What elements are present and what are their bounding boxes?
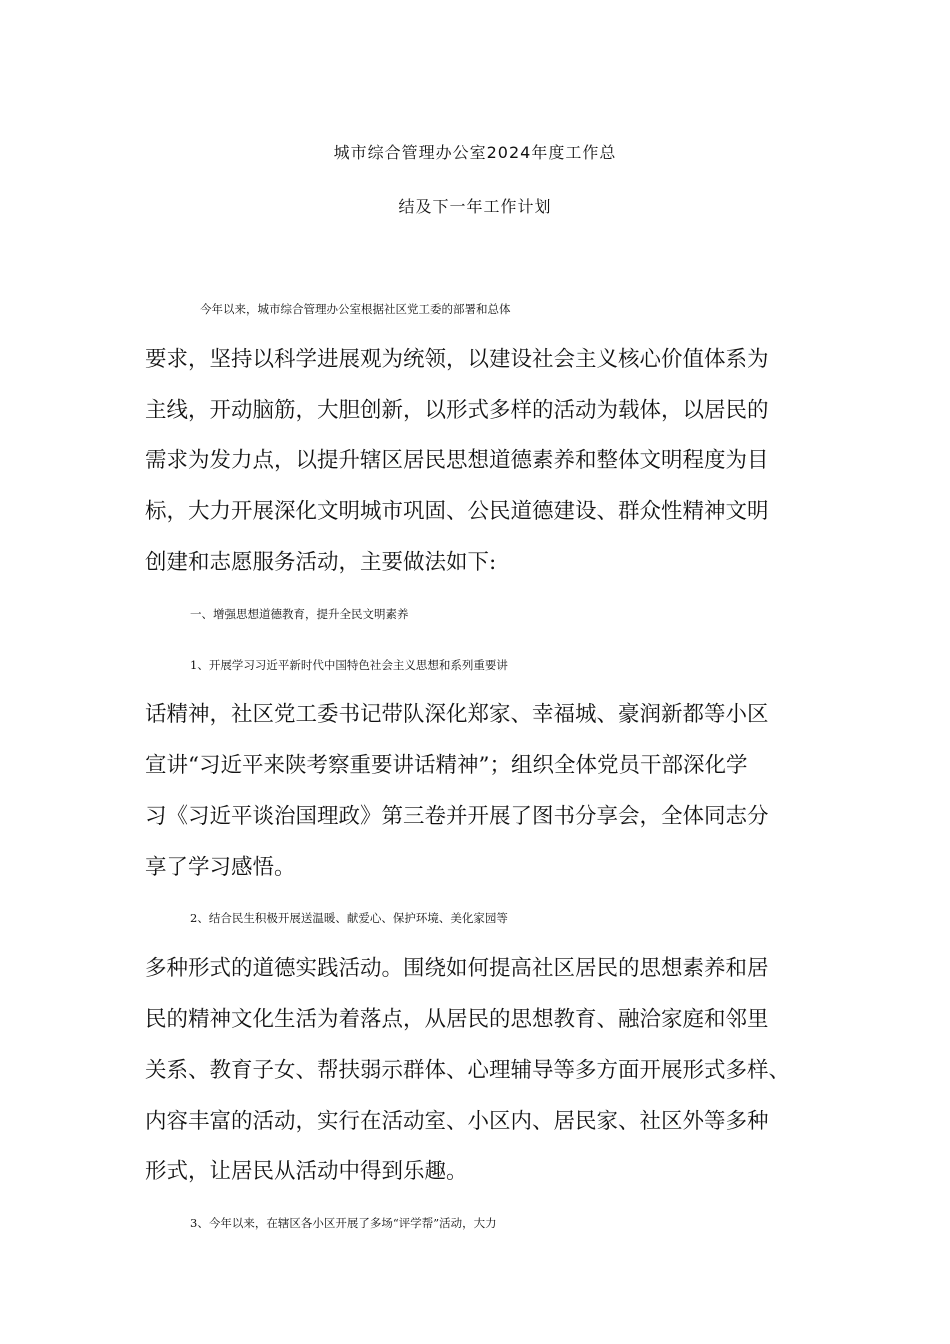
item-1-line-4: 习《习近平谈治国理政》第三卷并开展了图书分享会，全体同志分	[145, 804, 769, 829]
paragraph-intro-line-4: 需求为发力点，以提升辖区居民思想道德素养和整体文明程度为目	[145, 448, 769, 473]
paragraph-intro-line-3: 主线，开动脑筋，大胆创新，以形式多样的活动为载体，以居民的	[145, 398, 769, 423]
paragraph-intro-line-2: 要求，坚持以科学进展观为统领，以建设社会主义核心价值体系为	[145, 347, 769, 372]
item-2-line-4: 关系、教育子女、帮扶弱示群体、心理辅导等多方面开展形式多样、	[145, 1058, 791, 1083]
section-heading-1: 一、增强思想道德教育，提升全民文明素养	[190, 607, 409, 621]
paragraph-intro-line-1: 今年以来，城市综合管理办公室根据社区党工委的部署和总体	[200, 302, 511, 316]
item-2-line-2: 多种形式的道德实践活动。围绕如何提高社区居民的思想素养和居	[145, 956, 769, 981]
item-1-line-1: 1、开展学习习近平新时代中国特色社会主义思想和系列重要讲	[190, 658, 508, 672]
item-3-line-1: 3、今年以来，在辖区各小区开展了多场“评学帮”活动，大力	[190, 1216, 497, 1230]
item-1-line-5: 享了学习感悟。	[145, 855, 296, 880]
item-2-line-5: 内容丰富的活动，实行在活动室、小区内、居民家、社区外等多种	[145, 1109, 769, 1134]
paragraph-intro-line-5: 标，大力开展深化文明城市巩固、公民道德建设、群众性精神文明	[145, 499, 769, 524]
document-title-line-2: 结及下一年工作计划	[398, 197, 552, 216]
item-2-line-1: 2、结合民生积极开展送温暖、献爱心、保护环境、美化家园等	[190, 911, 508, 925]
paragraph-intro-line-6: 创建和志愿服务活动，主要做法如下:	[145, 550, 497, 575]
item-2-line-3: 民的精神文化生活为着落点，从居民的思想教育、融洽家庭和邻里	[145, 1007, 769, 1032]
item-1-line-2: 话精神，社区党工委书记带队深化郑家、幸福城、豪润新都等小区	[145, 702, 769, 727]
item-2-line-6: 形式，让居民从活动中得到乐趣。	[145, 1159, 468, 1184]
document-title-line-1: 城市综合管理办公室2024年度工作总	[333, 143, 617, 162]
item-1-line-3: 宣讲“习近平来陕考察重要讲话精神”；组织全体党员干部深化学	[145, 753, 748, 778]
